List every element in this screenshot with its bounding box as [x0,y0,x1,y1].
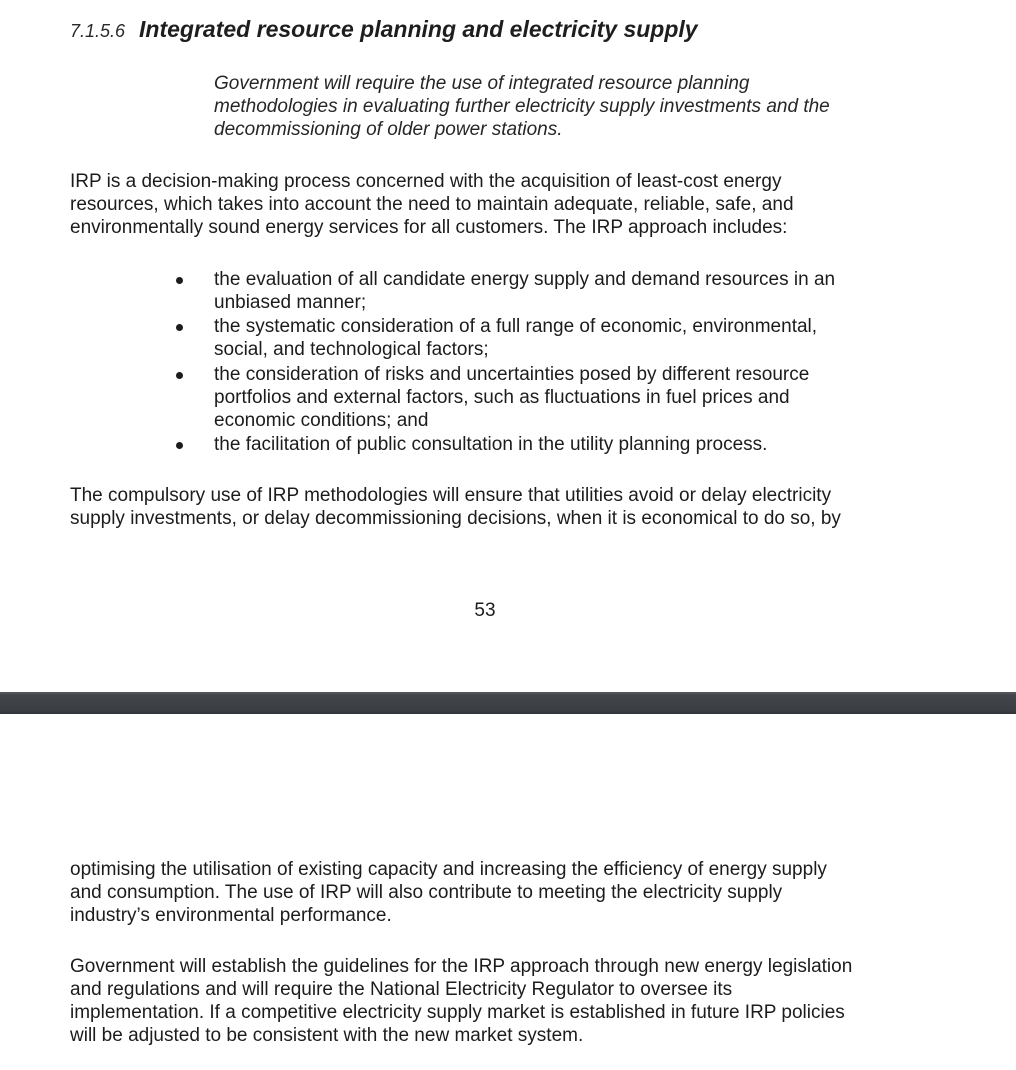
bullet-text: the facilitation of public consultation in the utility planning process. [214,434,768,455]
document-page-54 [0,714,1016,1070]
page-number: 53 [474,600,496,621]
policy-statement: Government will require the use of integrated resource planning methodologies in evaluating further electricity supply investments and the decommissioning of older power stations. [214,73,830,140]
bullet-text: the evaluation of all candidate energy supply and demand resources in an unbiased manner; [214,269,836,313]
bullet-icon [176,324,183,331]
bullet-text: the systematic consideration of a full range of economic, environmental, social, and technological factors; [214,316,818,360]
paragraph-compulsory-use: The compulsory use of IRP methodologies will ensure that utilities avoid or delay electricity supply investments, or delay decommissioning decisions, when it is economical to do so, by [70,485,841,529]
bullet-text: the consideration of risks and uncertainties posed by different resource portfolios and external factors, such as fluctuations in fuel prices and economic conditions; and [214,364,810,431]
section-heading [70,16,698,43]
paragraph-guidelines: Government will establish the guidelines for the IRP approach through new energy legislation and regulations and will require the National Electricity Regulator to oversee its implementation. If a competitive electricity supply market is established in future IRP policies will be adjusted to be consistent with the new market system. [70,956,853,1046]
bullet-icon [176,372,183,379]
paragraph-irp-definition: IRP is a decision-making process concerned with the acquisition of least-cost energy resources, which takes into account the need to maintain adequate, reliable, safe, and environmentally sound energy services for all customers. The IRP approach includes: [70,171,794,238]
section-title: Integrated resource planning and electricity supply [139,16,698,42]
page-separator [0,692,1016,714]
bullet-icon [176,442,183,449]
paragraph-continuation: optimising the utilisation of existing capacity and increasing the efficiency of energy supply and consumption. The use of IRP will also contribute to meeting the electricity supply industry’s environmental performance. [70,859,827,926]
section-number: 7.1.5.6 [70,21,126,41]
bullet-icon [176,277,183,284]
